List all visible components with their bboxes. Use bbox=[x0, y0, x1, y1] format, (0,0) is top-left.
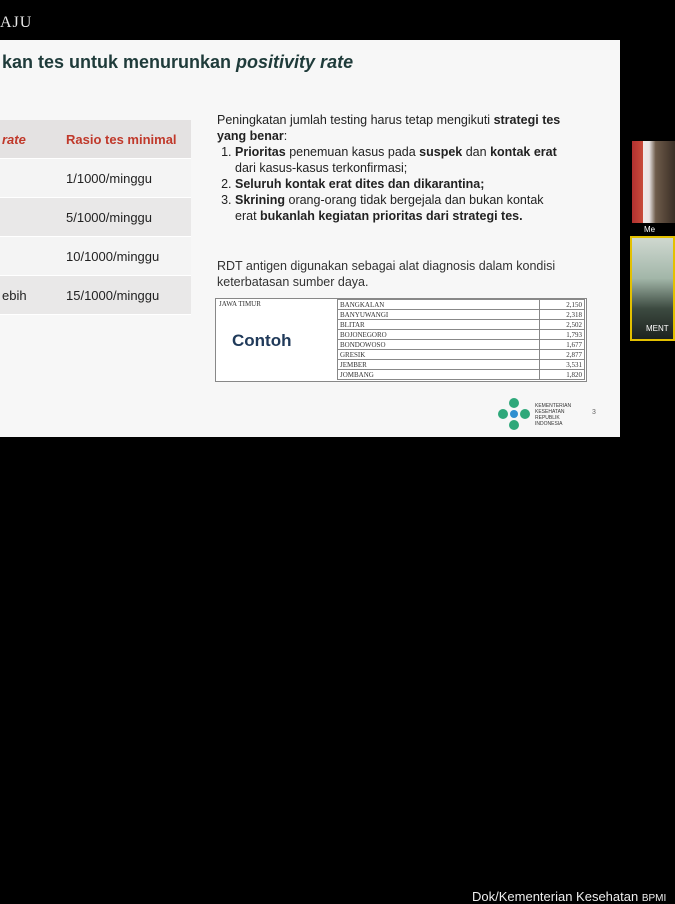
table-cell-ratio: 1/1000/minggu bbox=[66, 170, 153, 186]
table-cell: 2,877 bbox=[540, 350, 585, 360]
table-cell-ratio: 5/1000/minggu bbox=[66, 209, 153, 225]
example-label: Contoh bbox=[232, 331, 292, 350]
ratio-table bbox=[0, 120, 191, 315]
table-row bbox=[338, 320, 585, 330]
rdt-note: RDT antigen digunakan sebagai alat diagnosis dalam kondisi keterbatasan sumber daya. bbox=[217, 259, 556, 289]
list-item bbox=[235, 176, 567, 192]
header-rate: rate bbox=[2, 131, 26, 147]
table-row bbox=[338, 360, 585, 370]
table-row bbox=[338, 330, 585, 340]
table-cell: 2,502 bbox=[540, 320, 585, 330]
participant-name: Me bbox=[644, 225, 656, 234]
item-bold: suspek bbox=[419, 145, 463, 159]
table-cell-rate: ebih bbox=[2, 287, 27, 303]
table-cell: 2,318 bbox=[540, 310, 585, 320]
ministry-logo-icon bbox=[496, 396, 532, 432]
table-cell: BANGKALAN bbox=[338, 300, 540, 310]
table-cell: BLITAR bbox=[338, 320, 540, 330]
table-row bbox=[0, 276, 191, 315]
credit-suffix: BPMI bbox=[641, 893, 667, 904]
table-cell: JOMBANG bbox=[338, 370, 540, 380]
table-cell-ratio: 10/1000/minggu bbox=[66, 248, 160, 264]
table-cell-ratio: 15/1000/minggu bbox=[66, 287, 160, 303]
credit-text: Dok/Kementerian Kesehatan bbox=[472, 889, 639, 904]
table-cell-rate bbox=[0, 159, 58, 197]
example-box bbox=[215, 298, 587, 382]
strategy-intro bbox=[217, 112, 567, 144]
item-bold: kontak erat bbox=[490, 145, 557, 159]
item-text: dari kasus-kasus terkonfirmasi; bbox=[235, 161, 408, 175]
header-ratio: Rasio tes minimal bbox=[66, 131, 177, 147]
table-cell: BONDOWOSO bbox=[338, 340, 540, 350]
example-province: JAWA TIMUR bbox=[219, 300, 261, 308]
ministry-logo-text: KEMENTERIAN KESEHATAN REPUBLIK INDONESIA bbox=[535, 403, 572, 427]
table-row bbox=[338, 340, 585, 350]
table-cell: 1,677 bbox=[540, 340, 585, 350]
item-text: dan bbox=[462, 145, 491, 159]
item-bold: Seluruh kontak erat dites dan dikarantina; bbox=[235, 177, 485, 191]
intro-end: : bbox=[283, 129, 288, 143]
active-speaker-tile[interactable] bbox=[630, 236, 675, 341]
page-number: 3 bbox=[592, 409, 596, 416]
table-cell-rate bbox=[0, 237, 58, 275]
table-cell: GRESIK bbox=[338, 350, 540, 360]
table-cell: 1,793 bbox=[540, 330, 585, 340]
item-bold: Skrining bbox=[235, 193, 286, 207]
table-cell: BOJONEGORO bbox=[338, 330, 540, 340]
intro-text: Peningkatan jumlah testing harus tetap mengikuti bbox=[217, 113, 494, 127]
channel-brand: AJU bbox=[0, 14, 33, 31]
intro-bold: strategi tes yang benar bbox=[217, 113, 561, 143]
item-text: orang-orang tidak bergejala dan bukan kontak erat bbox=[235, 193, 544, 223]
strategy-description bbox=[217, 112, 567, 224]
table-row bbox=[338, 350, 585, 360]
item-text: penemuan kasus pada bbox=[285, 145, 420, 159]
top-bar bbox=[0, 0, 675, 40]
table-row bbox=[0, 198, 191, 237]
table-row bbox=[0, 237, 191, 276]
list-item bbox=[235, 192, 567, 224]
slide-title-text: kan tes untuk menurunkan bbox=[2, 52, 237, 72]
bottom-bar bbox=[0, 437, 675, 904]
table-row bbox=[338, 300, 585, 310]
table-cell: 1,820 bbox=[540, 370, 585, 380]
participant-name: MENT bbox=[646, 324, 669, 333]
table-row bbox=[338, 370, 585, 380]
photo-credit bbox=[472, 889, 666, 904]
ratio-table-header bbox=[0, 120, 191, 159]
presentation-slide bbox=[0, 40, 620, 437]
item-bold: bukanlah kegiatan prioritas dari strategi tes. bbox=[260, 209, 523, 223]
participant-video-tile[interactable] bbox=[632, 141, 675, 234]
slide-title-emphasis: positivity rate bbox=[236, 52, 354, 72]
table-cell: JEMBER bbox=[338, 360, 540, 370]
strategy-list bbox=[217, 144, 567, 224]
table-cell-rate bbox=[0, 198, 58, 236]
table-cell: BANYUWANGI bbox=[338, 310, 540, 320]
item-bold: Prioritas bbox=[235, 145, 286, 159]
slide-title bbox=[2, 52, 353, 73]
table-cell: 2,150 bbox=[540, 300, 585, 310]
list-item bbox=[235, 144, 567, 176]
example-table bbox=[337, 299, 585, 380]
table-cell: 3,531 bbox=[540, 360, 585, 370]
table-row bbox=[0, 159, 191, 198]
table-row bbox=[338, 310, 585, 320]
